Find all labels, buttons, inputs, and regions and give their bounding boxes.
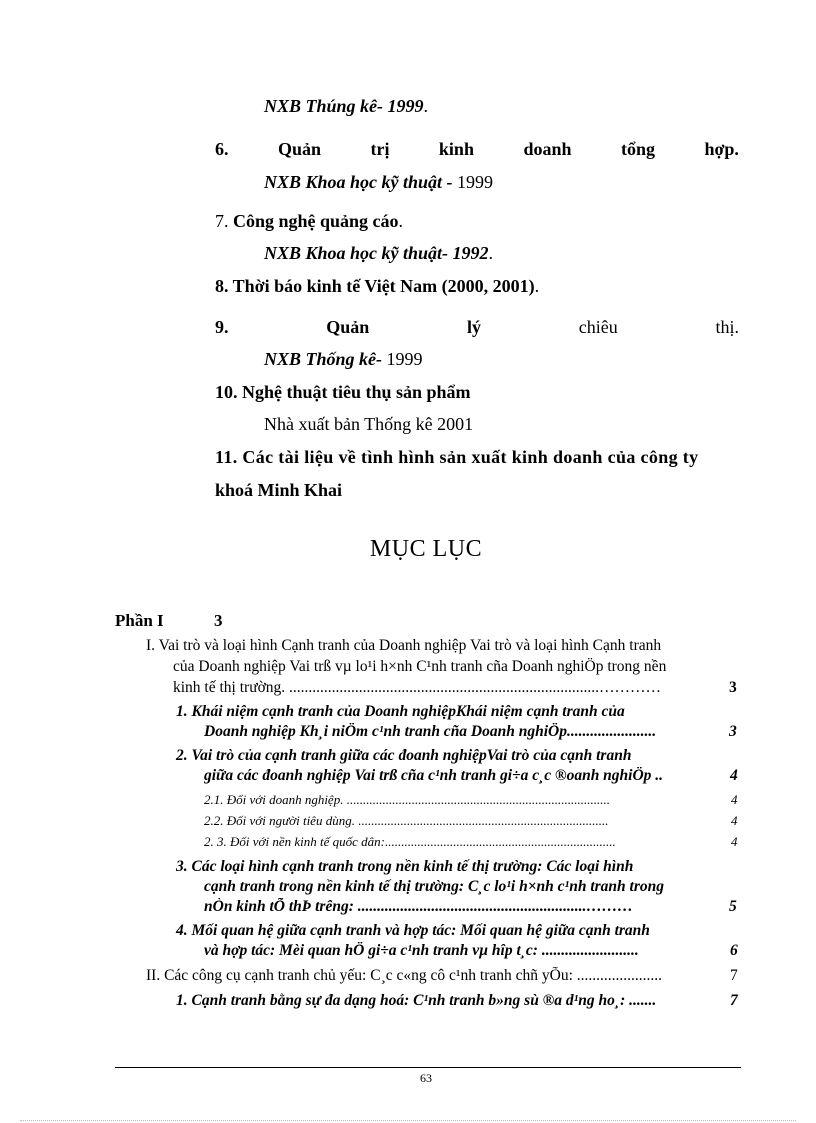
toc-page-number: 5 [729, 898, 737, 915]
toc-page-number: 4 [731, 813, 738, 828]
ref-6-word: doanh [523, 139, 572, 159]
toc-entry-1-1[interactable]: 1. Khái niệm cạnh tranh của Doanh nghiệpKhái niệm cạnh tranh của [176, 703, 625, 720]
toc-entry-1-4-cont[interactable]: và hợp tác: Mèi quan hÖ gi÷a c¹nh tranh vµ hîp t¸c: ......................... [204, 942, 639, 959]
toc-entry-2-2[interactable]: 2.2. Đối với người tiêu dùng. ............................................................................. [204, 813, 609, 828]
ref-6-word: tổng [620, 139, 655, 159]
toc-page-number: 4 [730, 767, 738, 784]
page-bottom-border [20, 1120, 796, 1121]
ref-10-title [215, 382, 739, 403]
ref-6-num: 6. [215, 139, 229, 159]
ref-9-publisher [264, 349, 423, 370]
toc-entry-2-1[interactable]: 2.1. Đối với doanh nghiệp. ................................................................................. [204, 792, 610, 807]
ref-11-line2 [215, 480, 739, 501]
toc-entry-1-2-cont[interactable]: giữa các đoanh nghiệp Vai trß cña c¹nh tranh gi÷a c¸c ®oanh nghiÖp .. [204, 767, 664, 784]
toc-part-page: 3 [214, 611, 223, 630]
ref-11-line1 [215, 447, 739, 468]
ref-7-period: . [398, 211, 404, 231]
ref-9-year: 1999 [382, 349, 423, 369]
ref-8 [215, 276, 739, 297]
toc-entry-1-3-cont[interactable]: cạnh tranh trong nền kinh tế thị trường: C¸c lo¹i h×nh c¹nh tranh trong [204, 878, 664, 895]
toc-page-number: 6 [730, 942, 738, 959]
toc-entry-2-3[interactable]: 2. 3. Đối với nền kinh tế quốc dân:....................................................................... [204, 834, 616, 849]
toc-page-number: 4 [731, 834, 738, 849]
footer-divider [115, 1067, 741, 1068]
ref-7-publisher [264, 243, 493, 264]
ref-7-num: 7. [215, 211, 229, 231]
ref-9-word: thị. [715, 317, 739, 337]
ref-9-word: chiêu [578, 317, 618, 337]
ref-5-period: . [423, 96, 429, 116]
ref-10-title-text: 10. Nghệ thuật tiêu thụ sản phẩm [215, 382, 471, 402]
toc-entry-1-3-cont[interactable]: nÒn kinh tÕ thÞ trêng: ...........................................................……… [204, 898, 633, 915]
page-number: 63 [420, 1071, 432, 1085]
ref-6-word: trị [370, 139, 390, 159]
toc-page-number: 7 [730, 967, 738, 984]
ref-9-word: lý [467, 317, 482, 337]
toc-page-number: 7 [730, 992, 738, 1009]
toc-entry-section-2[interactable]: II. Các công cụ cạnh tranh chủ yếu: C¸c c«ng cô c¹nh tranh chñ yÕu: ...................... [146, 967, 662, 984]
toc-entry-section-1[interactable]: I. Vai trò và loại hình Cạnh tranh của Doanh nghiệp Vai trò và loại hình Cạnh tranh [146, 637, 662, 654]
ref-9-word: Quản [326, 317, 370, 337]
ref-11-line1-text: 11. Các tài liệu về tình hình sản xuất kinh doanh của công ty [215, 447, 699, 467]
ref-8-period: . [534, 276, 540, 296]
ref-7-title-text: Công nghệ quảng cáo [228, 211, 399, 231]
ref-7-publisher-text: NXB Khoa học kỹ thuật- 1992 [264, 243, 489, 263]
toc-page-number: 3 [729, 679, 737, 696]
toc-title: MỤC LỤC [369, 536, 483, 562]
ref-6-word: Quản [277, 139, 321, 159]
toc-entry-1-4[interactable]: 4. Mối quan hệ giữa cạnh tranh và hợp tác: Mối quan hệ giữa cạnh tranh [176, 922, 650, 939]
ref-6-word: hợp. [704, 139, 739, 159]
ref-5-publisher [264, 96, 428, 117]
ref-10-publisher-text: Nhà xuất bản Thống kê 2001 [264, 414, 474, 434]
ref-6-word: kinh [438, 139, 474, 159]
ref-6-year: 1999 [452, 172, 494, 192]
ref-8-text: 8. Thời báo kinh tế Việt Nam (2000, 2001) [215, 276, 535, 296]
toc-entry-1-1-cont[interactable]: Doanh nghiệp Kh¸i niÖm c¹nh tranh cña Doanh nghiÖp....................... [204, 723, 657, 740]
ref-6-publisher [264, 172, 493, 193]
toc-entry-1-3[interactable]: 3. Các loại hình cạnh tranh trong nền kinh tế thị trường: Các loại hình [176, 858, 634, 875]
toc-entry-2-1-sub[interactable]: 1. Cạnh tranh bằng sự đa dạng hoá: C¹nh tranh b»ng sù ®a d¹ng ho¸: ....... [176, 992, 657, 1009]
toc-entry-section-1-cont[interactable]: của Doanh nghiệp Vai trß vµ lo¹i h×nh C¹nh tranh cña Doanh nghiÖp trong nền [173, 658, 667, 675]
ref-6-title [215, 139, 739, 160]
ref-10-publisher [264, 414, 473, 435]
ref-11-line2-text: khoá Minh Khai [215, 480, 343, 500]
ref-9-title [215, 317, 739, 338]
ref-9-word: 9. [215, 317, 229, 337]
toc-page-number: 3 [729, 723, 737, 740]
ref-7-period2: . [488, 243, 494, 263]
toc-part-label[interactable]: Phần I [115, 611, 164, 630]
toc-entry-1-2[interactable]: 2. Vai trò của cạnh tranh giữa các đoanh nghiệpVai trò của cạnh tranh [176, 747, 632, 764]
ref-7-title [215, 211, 739, 232]
toc-page-number: 4 [731, 792, 738, 807]
ref-9-publisher-text: NXB Thống kê- [264, 349, 383, 369]
ref-5-publisher-text: NXB Thúng kê- 1999 [264, 96, 424, 116]
toc-entry-section-1-cont[interactable]: kinh tế thị trường. ................................................................................………… [173, 679, 662, 696]
ref-6-publisher-text: NXB Khoa học kỹ thuật - [264, 172, 453, 192]
